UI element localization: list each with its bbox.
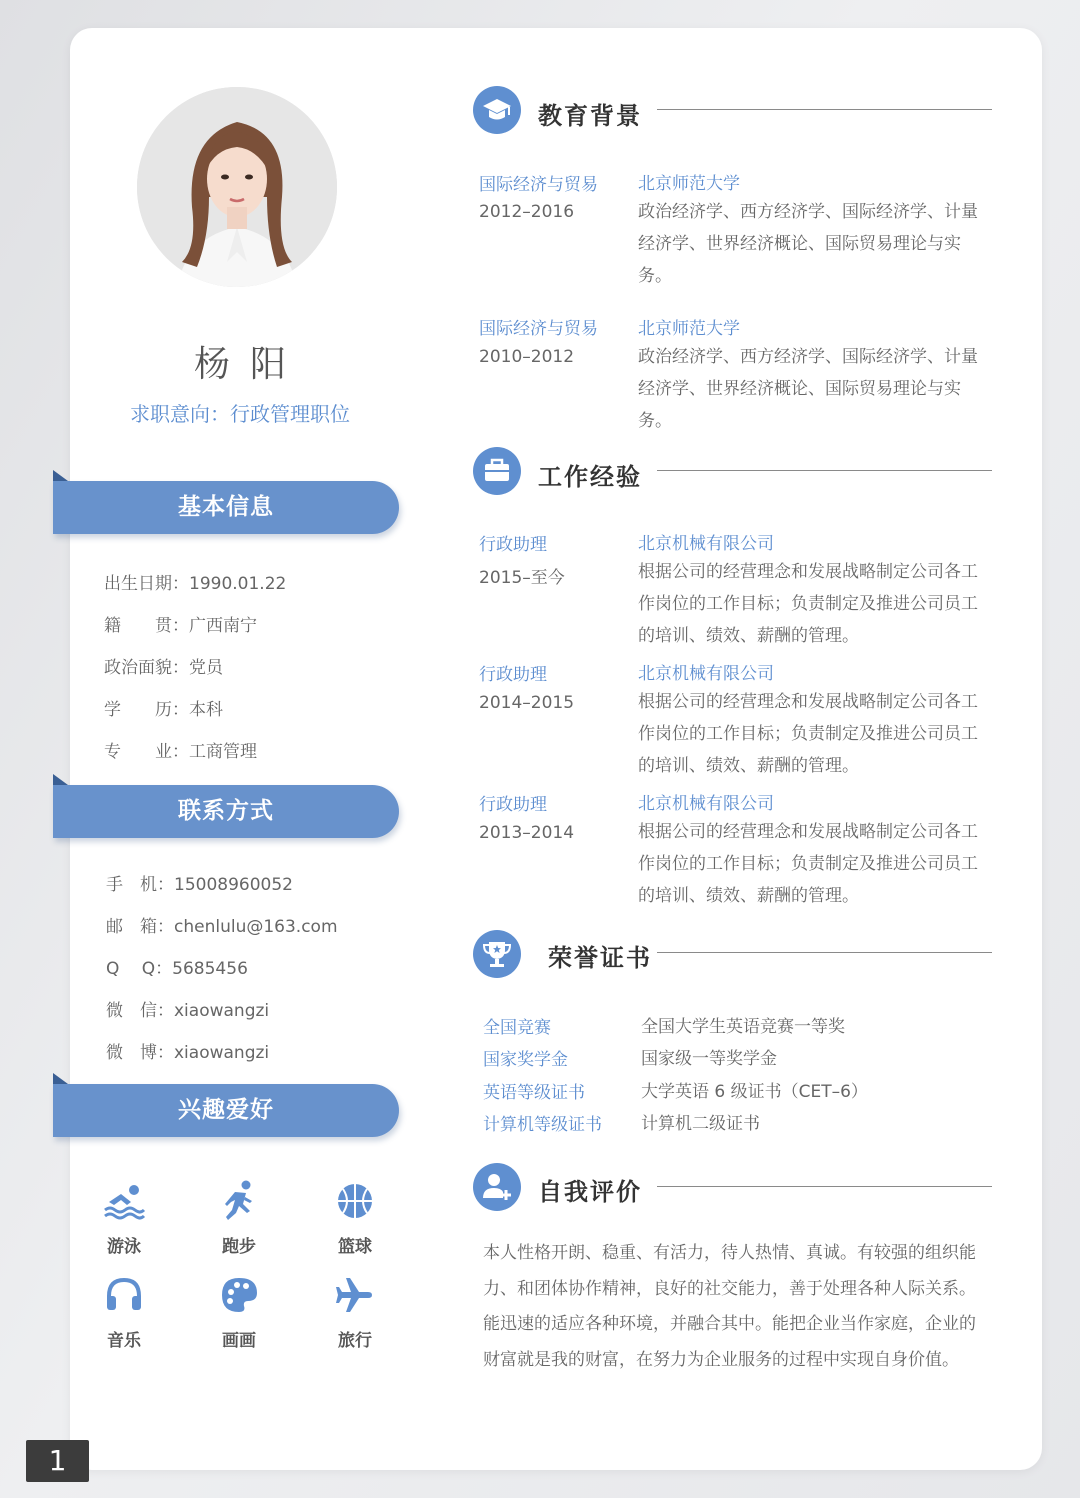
job-title: 行政助理 [479, 665, 547, 685]
contact-row-phone [106, 870, 293, 895]
job-intent: 求职意向：行政管理职位 [130, 402, 350, 426]
job-desc: 根据公司的经营理念和发展战略制定公司各工作岗位的工作目标；负责制定及推进公司员工的培训、绩效、薪酬的管理。 [638, 822, 978, 904]
job-years: 2013–2014 [479, 823, 575, 843]
job-title: 行政助理 [479, 535, 547, 555]
hobby-label: 画画 [222, 1331, 256, 1351]
honor-value: 国家级一等奖学金 [641, 1049, 777, 1069]
self-eval-text: 本人性格开朗、稳重、有活力，待人热情、真诚。有较强的组织能力、和团体协作精神，良好的社交能力，善于处理各种人际关系。能迅速的适应各种环境，并融合其中。能把企业当作家庭，企业的财富就是我的财富，在努力为企业服务的过程中实现自身价值。 [483, 1243, 976, 1370]
info-value: 党员 [189, 658, 223, 678]
job-desc: 根据公司的经营理念和发展战略制定公司各工作岗位的工作目标；负责制定及推进公司员工的培训、绩效、薪酬的管理。 [638, 562, 978, 646]
hobby-swimming [84, 1178, 164, 1257]
contact-label: 微 博： [106, 1043, 174, 1063]
graduation-cap-icon [473, 86, 521, 134]
info-row-political [104, 653, 223, 678]
user-add-icon [473, 1163, 521, 1211]
honor-value: 全国大学生英语竞赛一等奖 [641, 1017, 845, 1037]
hobby-label: 旅行 [338, 1331, 372, 1351]
hobbies-banner: 兴趣爱好 [53, 1084, 399, 1137]
job-desc: 根据公司的经营理念和发展战略制定公司各工作岗位的工作目标；负责制定及推进公司员工的培训、绩效、薪酬的管理。 [638, 692, 978, 776]
swimming-icon [101, 1178, 147, 1224]
work-title: 工作经验 [538, 463, 642, 491]
contact-label: Q Q： [106, 959, 173, 979]
hobby-label: 游泳 [107, 1237, 141, 1257]
honor-category: 英语等级证书 [483, 1083, 585, 1103]
info-label: 学 历： [104, 700, 189, 720]
contact-value: 5685456 [172, 959, 248, 979]
contact-row-qq [106, 954, 248, 979]
info-value: 广西南宁 [189, 616, 257, 636]
basketball-icon [332, 1178, 378, 1224]
info-label: 出生日期： [104, 574, 189, 594]
job-years: 2014–2015 [479, 693, 575, 713]
honor-value: 大学英语 6 级证书（CET–6） [641, 1082, 868, 1102]
edu-desc: 政治经济学、西方经济学、国际经济学、计量经济学、世界经济概论、国际贸易理论与实务。 [638, 347, 978, 431]
contact-row-wechat [106, 996, 269, 1021]
education-divider [657, 109, 992, 110]
airplane-icon [332, 1272, 378, 1318]
running-icon [216, 1178, 262, 1224]
work-divider [657, 470, 992, 471]
candidate-name: 杨阳 [193, 344, 306, 385]
honors-divider [657, 952, 992, 953]
contact-value: 15008960052 [174, 875, 293, 895]
job-company: 北京机械有限公司 [638, 794, 774, 814]
edu-years: 2010–2012 [479, 347, 575, 367]
edu-desc: 政治经济学、西方经济学、国际经济学、计量经济学、世界经济概论、国际贸易理论与实务。 [638, 202, 978, 286]
palette-icon [216, 1272, 262, 1318]
trophy-icon [473, 930, 521, 978]
hobby-running [199, 1178, 279, 1257]
briefcase-icon [473, 447, 521, 495]
contact-banner: 联系方式 [53, 785, 399, 838]
info-row-major [104, 737, 257, 762]
info-row-birth [104, 569, 286, 594]
honor-category: 国家奖学金 [483, 1050, 568, 1070]
hobby-label: 篮球 [338, 1237, 372, 1257]
info-row-hometown [104, 611, 257, 636]
self-eval-title: 自我评价 [538, 1178, 642, 1206]
edu-major: 国际经济与贸易 [479, 175, 598, 195]
honor-category: 计算机等级证书 [483, 1115, 602, 1135]
info-label: 政治面貌： [104, 658, 189, 678]
edu-school: 北京师范大学 [638, 319, 740, 339]
hobby-painting [199, 1272, 279, 1351]
info-label: 专 业： [104, 742, 189, 762]
avatar-portrait [137, 87, 337, 287]
job-title: 行政助理 [479, 795, 547, 815]
info-value: 1990.01.22 [189, 574, 287, 594]
info-value: 本科 [189, 700, 223, 720]
avatar [137, 87, 337, 287]
contact-label: 邮 箱： [106, 917, 174, 937]
basic-info-banner: 基本信息 [53, 481, 399, 534]
info-value: 工商管理 [189, 742, 257, 762]
edu-years: 2012–2016 [479, 202, 575, 222]
honor-value: 计算机二级证书 [641, 1114, 760, 1134]
contact-value: xiaowangzi [174, 1043, 270, 1063]
contact-label: 微 信： [106, 1001, 174, 1021]
contact-row-weibo [106, 1038, 269, 1063]
hobby-basketball [315, 1178, 395, 1257]
page-number-badge: 1 [26, 1440, 89, 1482]
self-eval-divider [657, 1186, 992, 1187]
hobby-music [84, 1272, 164, 1351]
edu-school: 北京师范大学 [638, 174, 740, 194]
hobby-label: 跑步 [222, 1237, 256, 1257]
job-years: 2015–至今 [479, 568, 565, 588]
hobby-label: 音乐 [107, 1331, 141, 1351]
info-label: 籍 贯： [104, 616, 189, 636]
education-title: 教育背景 [538, 102, 642, 130]
contact-row-email [106, 912, 338, 937]
honors-title: 荣誉证书 [548, 944, 652, 972]
headphones-icon [101, 1272, 147, 1318]
job-company: 北京机械有限公司 [638, 534, 774, 554]
job-company: 北京机械有限公司 [638, 664, 774, 684]
contact-value: xiaowangzi [174, 1001, 270, 1021]
honor-category: 全国竞赛 [483, 1018, 551, 1038]
contact-label: 手 机： [106, 875, 174, 895]
edu-major: 国际经济与贸易 [479, 319, 598, 339]
hobby-travel [315, 1272, 395, 1351]
info-row-degree [104, 695, 223, 720]
contact-value: chenlulu@163.com [174, 917, 338, 937]
